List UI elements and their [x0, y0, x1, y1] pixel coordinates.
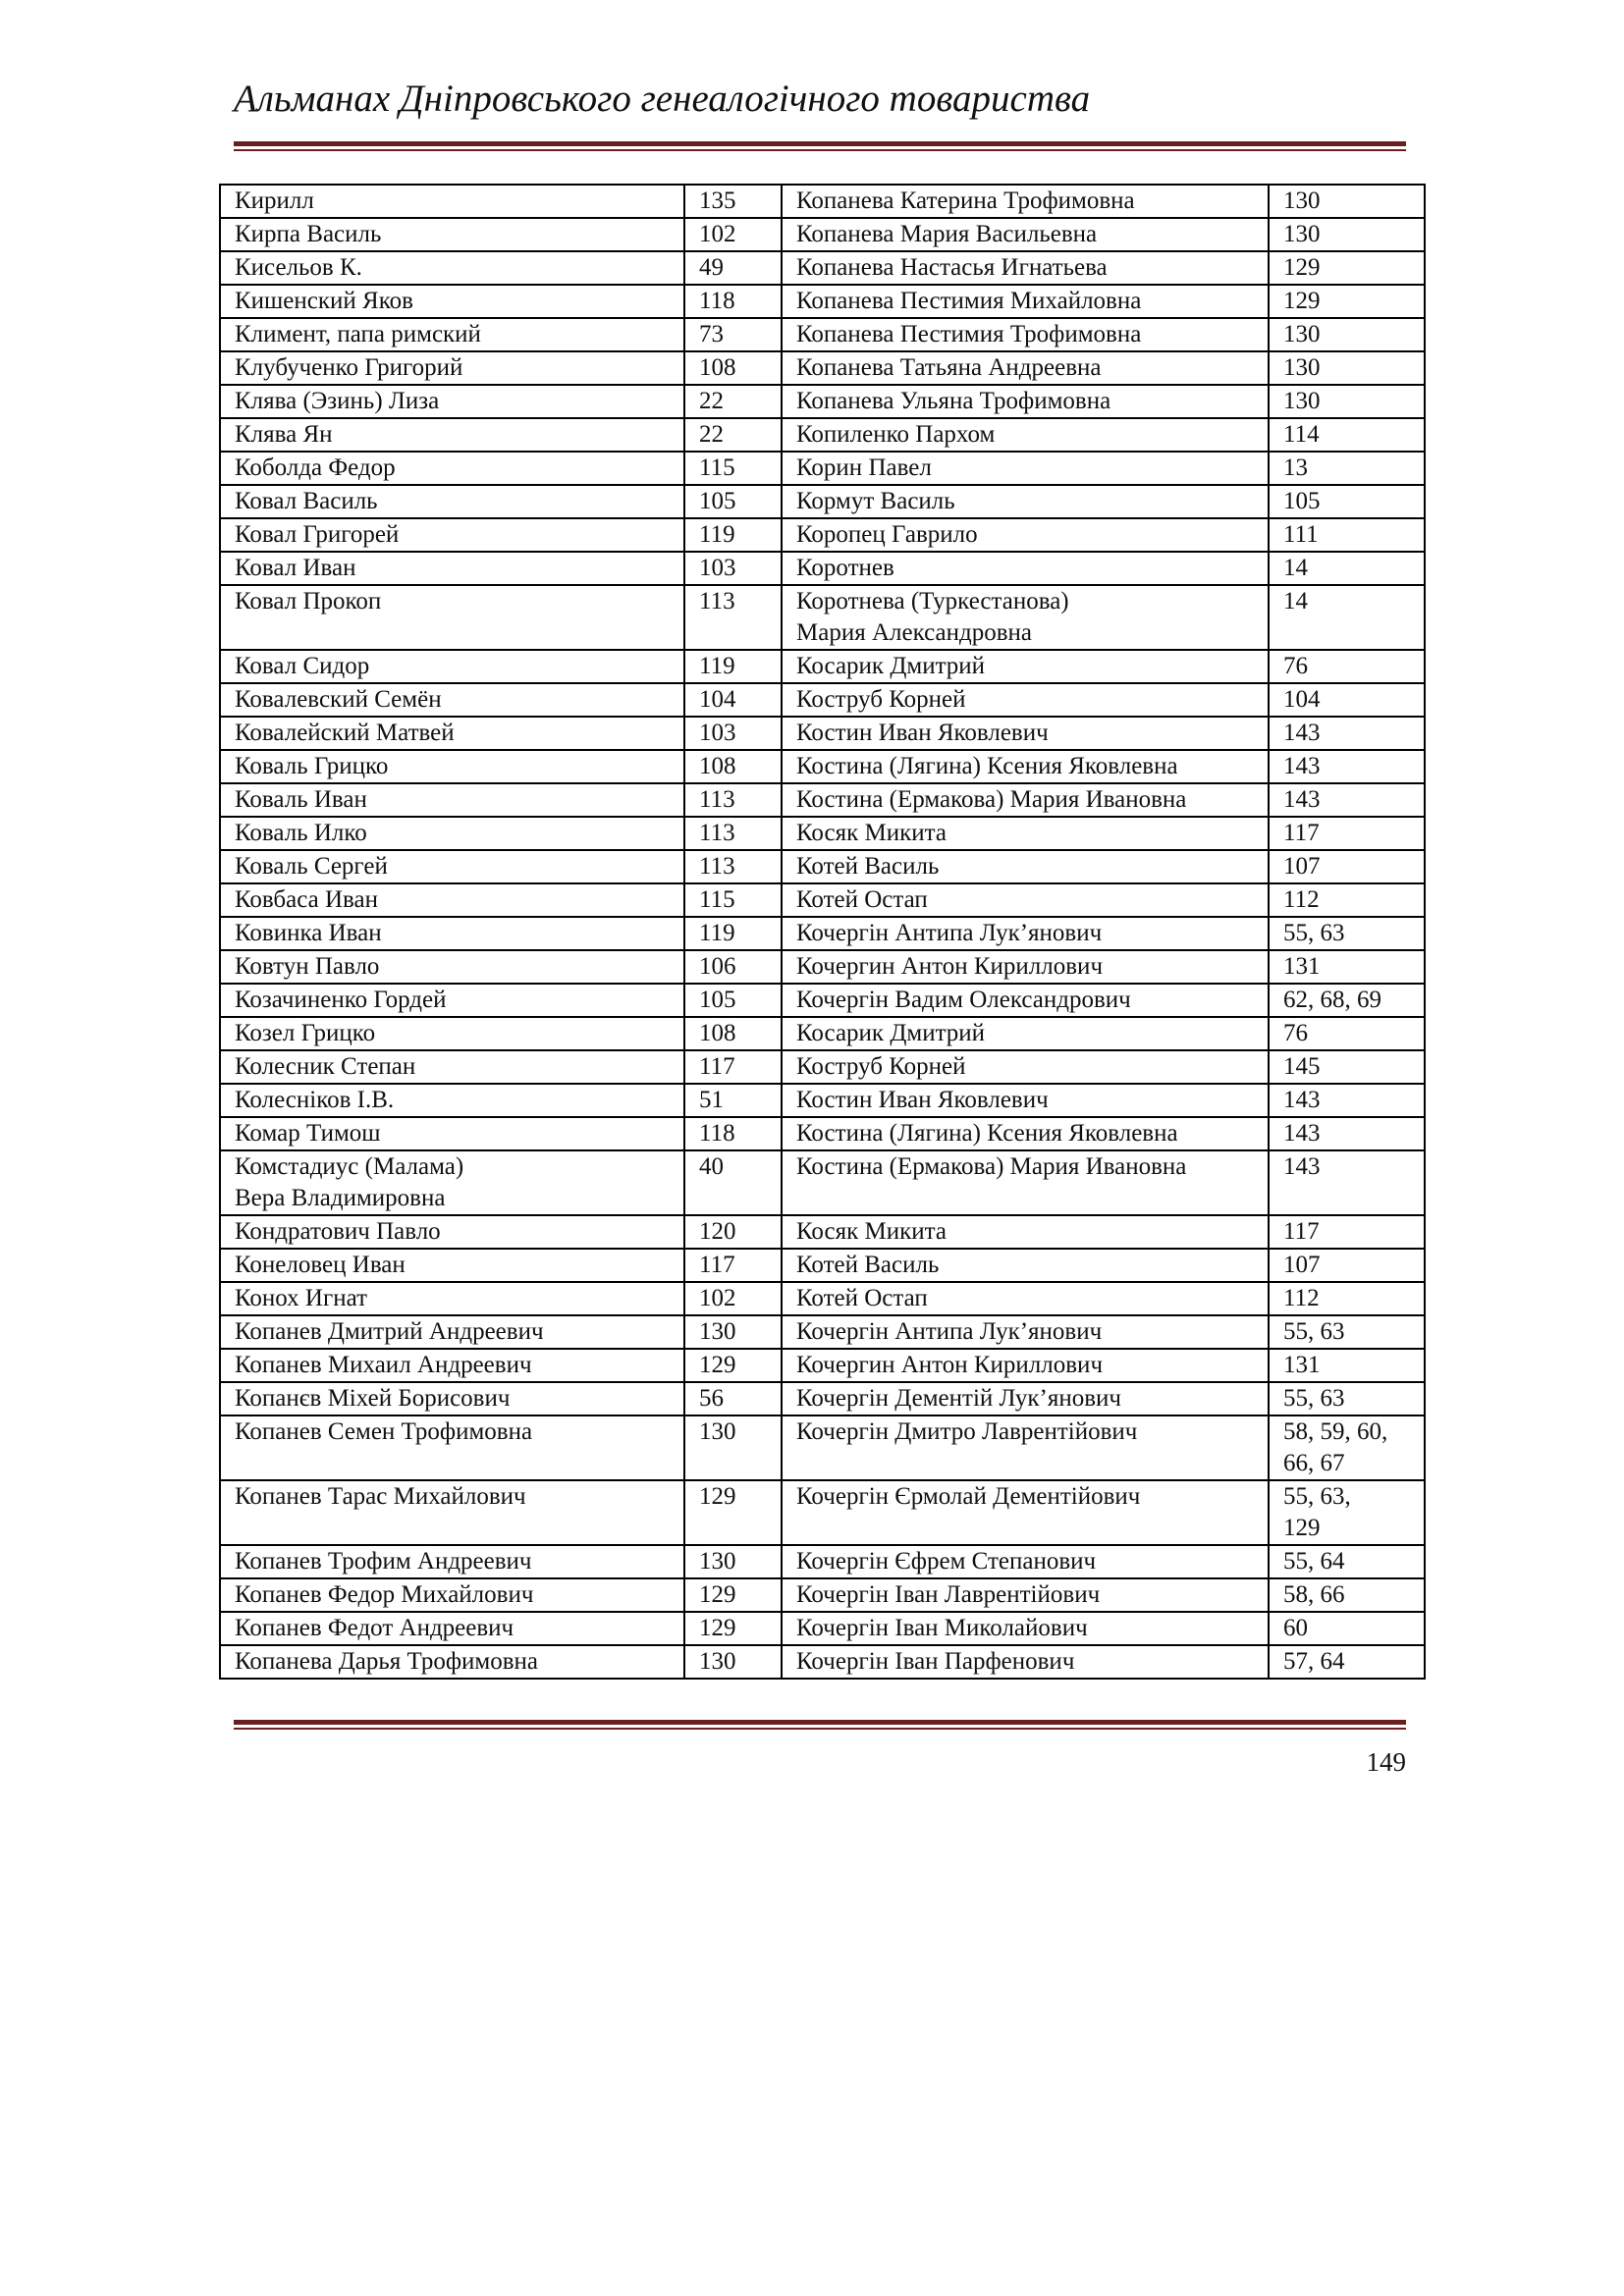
page-ref-left: 113: [684, 783, 782, 817]
page-ref-left: 118: [684, 285, 782, 318]
table-row: [220, 418, 1425, 452]
surname-entry-left: Коваль Иван: [220, 783, 684, 817]
page-ref-left: 119: [684, 917, 782, 950]
page-ref-left: 22: [684, 418, 782, 452]
surname-entry-left: Колеснiков І.В.: [220, 1084, 684, 1117]
surname-entry-left: Конох Игнат: [220, 1282, 684, 1315]
page-ref-left: 115: [684, 452, 782, 485]
surname-entry-left: Кишенский Яков: [220, 285, 684, 318]
surname-entry-left: Ковтун Павло: [220, 950, 684, 984]
table-row: [220, 984, 1425, 1017]
table-row: [220, 552, 1425, 585]
page-ref-left: 130: [684, 1315, 782, 1349]
surname-entry-right: Костина (Лягина) Ксения Яковлевна: [782, 750, 1269, 783]
page-ref-right: 62, 68, 69: [1269, 984, 1425, 1017]
table-row: [220, 783, 1425, 817]
header-divider: [234, 141, 1406, 151]
page-ref-right: 117: [1269, 1215, 1425, 1249]
surname-entry-left: Ковалейский Матвей: [220, 717, 684, 750]
table-row: [220, 1645, 1425, 1679]
surname-entry-right: Котей Василь: [782, 1249, 1269, 1282]
table-row: [220, 1349, 1425, 1382]
surname-entry-left: Коваль Грицко: [220, 750, 684, 783]
surname-entry-left: Ковалевский Семён: [220, 683, 684, 717]
surname-entry-right: Копанева Пестимия Трофимовна: [782, 318, 1269, 351]
surname-entry-left: Ковал Григорей: [220, 518, 684, 552]
page-ref-right: 130: [1269, 385, 1425, 418]
page-ref-right: 143: [1269, 1117, 1425, 1150]
surname-entry-right: Копанева Пестимия Михайловна: [782, 285, 1269, 318]
table-row: [220, 452, 1425, 485]
almanac-title: Альманах Дніпровського генеалогічного товариства: [234, 78, 1091, 120]
table-row: [220, 1215, 1425, 1249]
page-ref-left: 49: [684, 251, 782, 285]
page-ref-left: 104: [684, 683, 782, 717]
surname-entry-left: Коваль Илко: [220, 817, 684, 850]
surname-entry-left: Копанев Трофим Андреевич: [220, 1545, 684, 1578]
surname-entry-right: Копиленко Пархом: [782, 418, 1269, 452]
surname-entry-right: Копанева Катерина Трофимовна: [782, 185, 1269, 218]
surname-entry-left: Коболда Федор: [220, 452, 684, 485]
surname-entry-right: Копанева Настасья Игнатьева: [782, 251, 1269, 285]
page-ref-left: 56: [684, 1382, 782, 1415]
page-ref-right: 107: [1269, 1249, 1425, 1282]
surname-entry-right: Кочергін Дементій Лук’янович: [782, 1382, 1269, 1415]
page-ref-left: 113: [684, 585, 782, 650]
table-row: [220, 1249, 1425, 1282]
table-row: [220, 318, 1425, 351]
surname-entry-left: Ковинка Иван: [220, 917, 684, 950]
table-row: [220, 1612, 1425, 1645]
page-ref-left: 108: [684, 1017, 782, 1050]
surname-entry-right: Кочергін Антипа Лук’янович: [782, 917, 1269, 950]
surname-entry-right: Коротнева (Туркестанова) Мария Александровна: [782, 585, 1269, 650]
page-ref-right: 76: [1269, 1017, 1425, 1050]
table-row: [220, 850, 1425, 883]
page-ref-right: 130: [1269, 318, 1425, 351]
table-row: [220, 585, 1425, 650]
surname-entry-right: Коротнев: [782, 552, 1269, 585]
page-ref-right: 143: [1269, 1150, 1425, 1215]
surname-entry-left: Комстадиус (Малама) Вера Владимировна: [220, 1150, 684, 1215]
page-ref-left: 118: [684, 1117, 782, 1150]
surname-entry-left: Копанев Дмитрий Андреевич: [220, 1315, 684, 1349]
surname-entry-right: Корин Павел: [782, 452, 1269, 485]
table-row: [220, 1150, 1425, 1215]
table-row: [220, 1282, 1425, 1315]
page-ref-right: 112: [1269, 883, 1425, 917]
surname-entry-left: Конеловец Иван: [220, 1249, 684, 1282]
surname-entry-right: Кормут Василь: [782, 485, 1269, 518]
page-ref-left: 129: [684, 1349, 782, 1382]
table-row: [220, 1480, 1425, 1545]
surname-entry-right: Коструб Корней: [782, 1050, 1269, 1084]
table-row: [220, 218, 1425, 251]
surname-entry-left: Кондратович Павло: [220, 1215, 684, 1249]
surname-entry-left: Коваль Сергей: [220, 850, 684, 883]
page-ref-right: 55, 63: [1269, 1315, 1425, 1349]
page-ref-right: 143: [1269, 717, 1425, 750]
surname-entry-left: Ковал Василь: [220, 485, 684, 518]
page-ref-left: 117: [684, 1050, 782, 1084]
table-row: [220, 1578, 1425, 1612]
surname-entry-left: Ковал Иван: [220, 552, 684, 585]
table-row: [220, 385, 1425, 418]
page-ref-right: 55, 64: [1269, 1545, 1425, 1578]
surname-entry-right: Кочергин Антон Кириллович: [782, 950, 1269, 984]
surname-entry-left: Кисельов К.: [220, 251, 684, 285]
surname-entry-left: Копанева Дарья Трофимовна: [220, 1645, 684, 1679]
table-row: [220, 1315, 1425, 1349]
page-ref-left: 135: [684, 185, 782, 218]
table-row: [220, 285, 1425, 318]
surname-entry-left: Клява Ян: [220, 418, 684, 452]
surname-entry-left: Копанев Михаил Андреевич: [220, 1349, 684, 1382]
page-ref-right: 114: [1269, 418, 1425, 452]
surname-entry-right: Кочергін Єфрем Степанович: [782, 1545, 1269, 1578]
surname-entry-right: Костина (Ермакова) Мария Ивановна: [782, 783, 1269, 817]
surname-entry-left: Колесник Степан: [220, 1050, 684, 1084]
table-row: [220, 518, 1425, 552]
page-ref-left: 129: [684, 1480, 782, 1545]
name-index-body: [220, 185, 1425, 1679]
page-ref-left: 105: [684, 984, 782, 1017]
page-ref-right: 105: [1269, 485, 1425, 518]
page-ref-left: 115: [684, 883, 782, 917]
surname-entry-right: Копанева Татьяна Андреевна: [782, 351, 1269, 385]
surname-entry-right: Костина (Лягина) Ксения Яковлевна: [782, 1117, 1269, 1150]
page-ref-left: 73: [684, 318, 782, 351]
surname-entry-left: Копанєв Міхей Борисович: [220, 1382, 684, 1415]
surname-entry-left: Комар Тимош: [220, 1117, 684, 1150]
page-ref-left: 129: [684, 1612, 782, 1645]
table-row: [220, 1017, 1425, 1050]
page-ref-right: 58, 59, 60, 66, 67: [1269, 1415, 1425, 1480]
page-ref-left: 129: [684, 1578, 782, 1612]
surname-entry-left: Козачиненко Гордей: [220, 984, 684, 1017]
surname-entry-right: Косарик Дмитрий: [782, 1017, 1269, 1050]
surname-entry-left: Ковал Сидор: [220, 650, 684, 683]
page-ref-left: 130: [684, 1545, 782, 1578]
page-ref-right: 143: [1269, 783, 1425, 817]
surname-entry-right: Костин Иван Яковлевич: [782, 1084, 1269, 1117]
surname-entry-left: Кирпа Василь: [220, 218, 684, 251]
page-ref-right: 145: [1269, 1050, 1425, 1084]
name-index-table: [219, 184, 1426, 1680]
surname-entry-left: Козел Грицко: [220, 1017, 684, 1050]
surname-entry-right: Кочергін Вадим Олександрович: [782, 984, 1269, 1017]
page-ref-right: 129: [1269, 285, 1425, 318]
surname-entry-left: Ковбаса Иван: [220, 883, 684, 917]
footer-divider: [234, 1720, 1406, 1730]
surname-entry-left: Копанев Федот Андреевич: [220, 1612, 684, 1645]
page-ref-left: 130: [684, 1415, 782, 1480]
table-row: [220, 1545, 1425, 1578]
page-ref-left: 22: [684, 385, 782, 418]
table-row: [220, 917, 1425, 950]
surname-entry-left: Кирилл: [220, 185, 684, 218]
table-row: [220, 185, 1425, 218]
surname-entry-right: Кочергін Антипа Лук’янович: [782, 1315, 1269, 1349]
page-ref-left: 103: [684, 717, 782, 750]
surname-entry-right: Костин Иван Яковлевич: [782, 717, 1269, 750]
surname-entry-right: Котей Остап: [782, 1282, 1269, 1315]
page-ref-right: 14: [1269, 585, 1425, 650]
surname-entry-right: Коструб Корней: [782, 683, 1269, 717]
surname-entry-left: Климент, папа римский: [220, 318, 684, 351]
page-ref-right: 55, 63: [1269, 1382, 1425, 1415]
page-ref-left: 108: [684, 750, 782, 783]
page-ref-right: 55, 63: [1269, 917, 1425, 950]
table-row: [220, 650, 1425, 683]
page-ref-right: 60: [1269, 1612, 1425, 1645]
page-ref-right: 57, 64: [1269, 1645, 1425, 1679]
surname-entry-right: Косяк Микита: [782, 817, 1269, 850]
page-ref-right: 129: [1269, 251, 1425, 285]
page-ref-right: 111: [1269, 518, 1425, 552]
surname-entry-right: Кочергін Іван Парфенович: [782, 1645, 1269, 1679]
surname-entry-left: Ковал Прокоп: [220, 585, 684, 650]
page-ref-right: 58, 66: [1269, 1578, 1425, 1612]
page-ref-right: 130: [1269, 351, 1425, 385]
surname-entry-left: Клява (Эзинь) Лиза: [220, 385, 684, 418]
page-ref-left: 119: [684, 650, 782, 683]
table-row: [220, 1050, 1425, 1084]
page-number: 149: [1366, 1747, 1406, 1777]
page-ref-right: 143: [1269, 1084, 1425, 1117]
page-ref-right: 55, 63, 129: [1269, 1480, 1425, 1545]
surname-entry-right: Кочергин Антон Кириллович: [782, 1349, 1269, 1382]
page-ref-left: 119: [684, 518, 782, 552]
table-row: [220, 1084, 1425, 1117]
page-ref-right: 112: [1269, 1282, 1425, 1315]
page-ref-right: 107: [1269, 850, 1425, 883]
table-row: [220, 717, 1425, 750]
page-ref-right: 76: [1269, 650, 1425, 683]
surname-entry-right: Костина (Ермакова) Мария Ивановна: [782, 1150, 1269, 1215]
page-ref-left: 51: [684, 1084, 782, 1117]
surname-entry-right: Кочергін Дмитро Лаврентійович: [782, 1415, 1269, 1480]
surname-entry-left: Копанев Федор Михайлович: [220, 1578, 684, 1612]
surname-entry-left: Копанев Тарас Михайлович: [220, 1480, 684, 1545]
surname-entry-left: Копанев Семен Трофимовна: [220, 1415, 684, 1480]
page-ref-left: 106: [684, 950, 782, 984]
page-ref-left: 40: [684, 1150, 782, 1215]
page-ref-left: 103: [684, 552, 782, 585]
page-ref-left: 102: [684, 1282, 782, 1315]
page-ref-right: 143: [1269, 750, 1425, 783]
page-ref-right: 117: [1269, 817, 1425, 850]
surname-entry-right: Копанева Мария Васильевна: [782, 218, 1269, 251]
page-ref-right: 130: [1269, 218, 1425, 251]
page-ref-left: 120: [684, 1215, 782, 1249]
page-ref-right: 130: [1269, 185, 1425, 218]
page-ref-right: 104: [1269, 683, 1425, 717]
surname-entry-right: Косарик Дмитрий: [782, 650, 1269, 683]
table-row: [220, 750, 1425, 783]
surname-entry-left: Клубученко Григорий: [220, 351, 684, 385]
page-ref-left: 130: [684, 1645, 782, 1679]
table-row: [220, 1117, 1425, 1150]
table-row: [220, 251, 1425, 285]
page-ref-right: 131: [1269, 950, 1425, 984]
page-ref-left: 113: [684, 817, 782, 850]
table-row: [220, 351, 1425, 385]
table-row: [220, 485, 1425, 518]
surname-entry-right: Кочергін Іван Миколайович: [782, 1612, 1269, 1645]
table-row: [220, 817, 1425, 850]
page-ref-left: 105: [684, 485, 782, 518]
page-ref-right: 14: [1269, 552, 1425, 585]
page-ref-right: 13: [1269, 452, 1425, 485]
page-ref-left: 113: [684, 850, 782, 883]
surname-entry-right: Коропец Гаврило: [782, 518, 1269, 552]
page-ref-left: 102: [684, 218, 782, 251]
table-row: [220, 950, 1425, 984]
page-ref-right: 131: [1269, 1349, 1425, 1382]
surname-entry-right: Копанева Ульяна Трофимовна: [782, 385, 1269, 418]
table-row: [220, 1382, 1425, 1415]
table-row: [220, 683, 1425, 717]
surname-entry-right: Котей Василь: [782, 850, 1269, 883]
table-row: [220, 883, 1425, 917]
surname-entry-right: Кочергін Іван Лаврентійович: [782, 1578, 1269, 1612]
surname-entry-right: Кочергін Єрмолай Дементійович: [782, 1480, 1269, 1545]
surname-entry-right: Котей Остап: [782, 883, 1269, 917]
page-ref-left: 108: [684, 351, 782, 385]
page-ref-left: 117: [684, 1249, 782, 1282]
table-row: [220, 1415, 1425, 1480]
surname-entry-right: Косяк Микита: [782, 1215, 1269, 1249]
